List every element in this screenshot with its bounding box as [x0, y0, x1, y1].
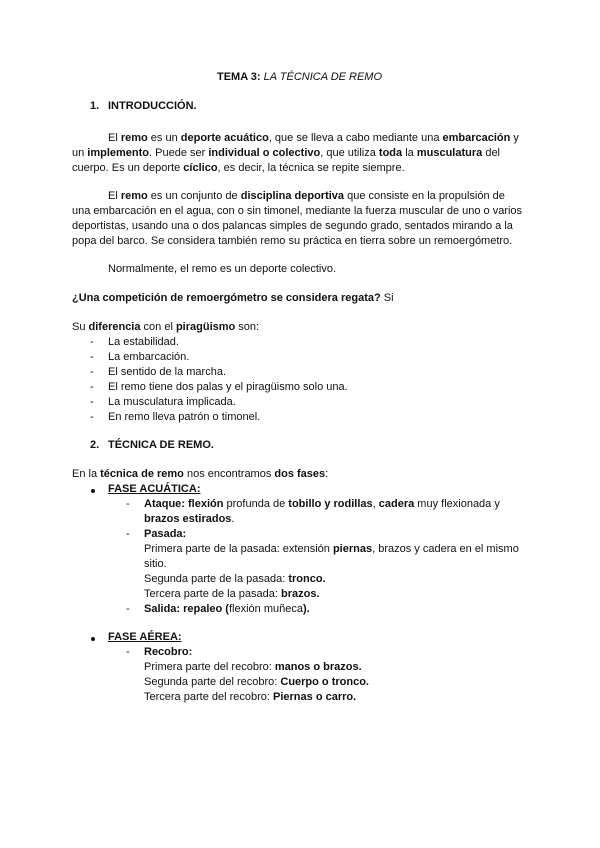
- dash-bullet: -: [90, 336, 94, 348]
- pasada-line-4: Tercera parte de la pasada: brazos.: [144, 588, 320, 600]
- dash-bullet: -: [90, 381, 94, 393]
- bullet-dot-icon: [91, 637, 95, 641]
- fase-acuatica-title: FASE ACUÁTICA:: [108, 483, 201, 495]
- dash-bullet: -: [90, 351, 94, 363]
- p2-line-3: deportistas, usando una o dos palancas simples de segundo grado, sentados mirando a la: [72, 220, 513, 232]
- p3-line: Normalmente, el remo es un deporte colectivo.: [108, 263, 337, 275]
- pasada-line-2: sitio.: [144, 558, 167, 570]
- dash-bullet: -: [126, 603, 130, 615]
- bullet-dot-icon: [91, 489, 95, 493]
- tech-intro: En la técnica de remo nos encontramos dos fases:: [72, 468, 329, 480]
- title-name: LA TÉCNICA DE REMO: [263, 71, 383, 83]
- recobro-line-2: Segunda parte del recobro: Cuerpo o tronco.: [144, 676, 369, 688]
- dash-bullet: -: [90, 396, 94, 408]
- p1-line-2: un implemento. Puede ser individual o colectivo, que utiliza toda la musculatura del: [72, 147, 501, 159]
- p2-line-4: popa del barco. Se considera también remo su práctica en tierra sobre un remoergómetro.: [72, 235, 513, 247]
- ataque-line-2: brazos estirados.: [144, 513, 235, 525]
- section-2-number: 2.: [90, 439, 100, 451]
- list-item: En remo lleva patrón o timonel.: [108, 411, 261, 423]
- salida-line: Salida: repaleo (flexión muñeca).: [144, 603, 310, 615]
- ataque-line-1: Ataque: flexión profunda de tobillo y rodillas, cadera muy flexionada y: [144, 498, 500, 510]
- doc-title: [217, 70, 382, 85]
- diff-intro: Su diferencia con el piragüismo son:: [72, 321, 260, 333]
- dash-bullet: -: [90, 411, 94, 423]
- dash-bullet: -: [126, 646, 130, 658]
- p2-line-2: una embarcación en el agua, con o sin timonel, mediante la fuerza muscular de uno o varios: [72, 205, 523, 217]
- p2-line-1: El remo es un conjunto de disciplina deportiva que consiste en la propulsión de: [108, 190, 505, 202]
- recobro-line-1: Primera parte del recobro: manos o brazos.: [144, 661, 362, 673]
- list-item: La estabilidad.: [108, 336, 179, 348]
- dash-bullet: -: [126, 498, 130, 510]
- recobro-line-3: Tercera parte del recobro: Piernas o carro.: [144, 691, 357, 703]
- title-prefix: TEMA 3:: [217, 71, 261, 83]
- question-line: ¿Una competición de remoergómetro se considera regata? Si: [72, 292, 394, 304]
- list-item: El remo tiene dos palas y el piragüismo solo una.: [108, 381, 348, 393]
- list-item: La embarcación.: [108, 351, 190, 363]
- pasada-label: Pasada:: [144, 528, 187, 540]
- section-2-heading: TÉCNICA DE REMO.: [108, 439, 214, 451]
- dash-bullet: -: [126, 528, 130, 540]
- fase-aerea-title: FASE AÉREA:: [108, 631, 182, 643]
- section-1-heading: INTRODUCCIÓN.: [108, 100, 197, 112]
- list-item: La musculatura implicada.: [108, 396, 236, 408]
- dash-bullet: -: [90, 366, 94, 378]
- p1-line-3: cuerpo. Es un deporte cíclico, es decir, la técnica se repite siempre.: [72, 162, 405, 174]
- section-1-number: 1.: [90, 100, 100, 112]
- p1-line-1: El remo es un deporte acuático, que se lleva a cabo mediante una embarcación y: [108, 132, 519, 144]
- pasada-line-1: Primera parte de la pasada: extensión piernas, brazos y cadera en el mismo: [144, 543, 519, 555]
- recobro-label: Recobro:: [144, 646, 193, 658]
- pasada-line-3: Segunda parte de la pasada: tronco.: [144, 573, 326, 585]
- list-item: El sentido de la marcha.: [108, 366, 227, 378]
